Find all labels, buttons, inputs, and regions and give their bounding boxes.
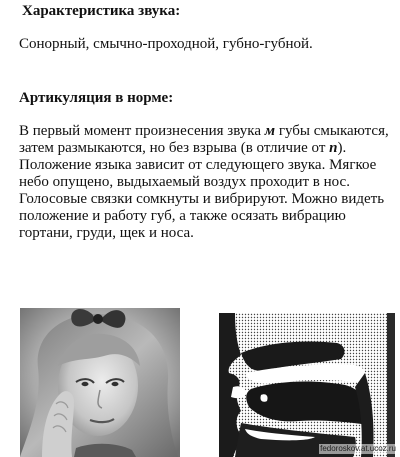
articulation-line: Положение языка зависит от следующего звука. Мягкое [19,157,377,173]
heading-articulation: Артикуляция в норме: [19,90,174,106]
articulation-diagram [205,313,395,457]
sound-letter: м [264,123,276,139]
articulation-line [19,140,393,157]
articulation-line: небо опущено, выдыхаемый воздух проходит в нос. [19,174,350,190]
line-text: затем размыкаются, но без взрыва (в отличие от [19,140,330,156]
articulation-line [19,123,393,140]
characteristic-text: Сонорный, смычно-проходной, губно-губной. [19,36,313,52]
heading-characteristic: Характеристика звука: [22,3,181,19]
line-text: В первый момент произнесения звука [19,123,265,139]
articulation-line: Голосовые связки сомкнуты и вибрируют. Можно видеть [19,191,385,207]
articulation-line: гортани, груди, щек и носа. [19,225,194,241]
line-text: губы смыкаются, [275,123,389,139]
line-text: ). [337,140,347,156]
sound-letter: п [329,140,338,156]
articulation-paragraph [19,123,393,242]
articulation-line: положение и работу губ, а также осязать вибрацию [19,208,346,224]
watermark: fedoroskov.at.ucoz.ru [320,444,396,453]
girl-photo [20,308,180,457]
